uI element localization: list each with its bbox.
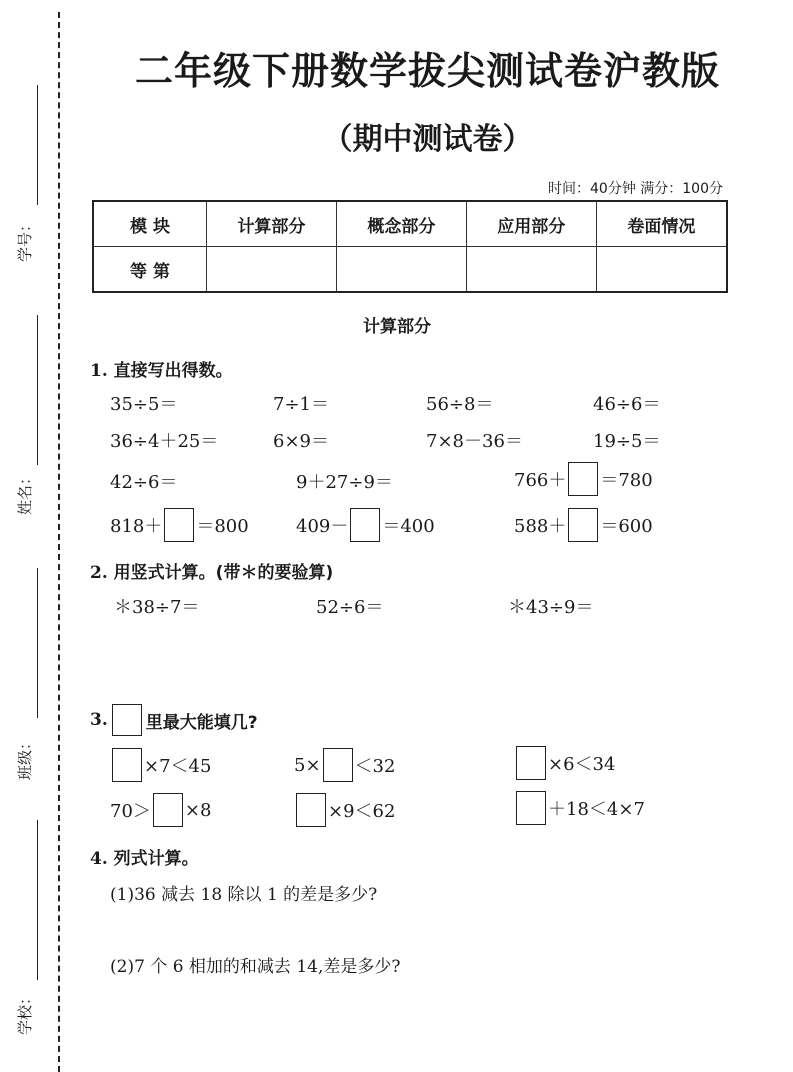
answer-box[interactable]	[516, 791, 546, 825]
binding-margin	[0, 0, 62, 1072]
q1-fill-problem	[110, 508, 249, 542]
answer-box[interactable]	[516, 746, 546, 780]
page-subtitle: （期中测试卷）	[322, 122, 533, 157]
name-label: 姓名：	[16, 469, 34, 515]
question-1-heading	[90, 356, 233, 381]
q4-subquestion-1: (1)36 减去 18 除以 1 的差是多少?	[110, 885, 378, 905]
q1-problem: 35÷5＝	[110, 394, 178, 415]
grade-cell-neatness[interactable]	[596, 247, 727, 293]
score-header-concept: 概念部分	[336, 201, 466, 247]
student-id-label: 学号：	[16, 216, 34, 262]
q1-fill-right: ＝400	[382, 516, 435, 537]
score-header-calc: 计算部分	[207, 201, 337, 247]
question-4-heading	[90, 844, 199, 869]
class-line[interactable]	[37, 568, 38, 718]
score-header-module: 模 块	[93, 201, 207, 247]
q1-fill-right: ＝800	[196, 516, 249, 537]
answer-box[interactable]	[568, 508, 598, 542]
question-3-number: 3.	[90, 710, 108, 730]
q1-problem: 6×9＝	[273, 431, 329, 452]
box-symbol	[112, 704, 142, 736]
answer-box[interactable]	[153, 793, 183, 827]
q3-problem	[514, 791, 645, 825]
q2-problem: 52÷6＝	[316, 597, 384, 618]
q1-problem: 19÷5＝	[593, 431, 661, 452]
school-line[interactable]	[37, 820, 38, 980]
name-line[interactable]	[37, 315, 38, 465]
q3-left: 5×	[294, 754, 321, 776]
time-score-info: 时间：40分钟 满分：100分	[548, 181, 723, 197]
question-2-heading	[90, 558, 333, 583]
q3-problem	[514, 746, 615, 780]
q2-problem: ＊43÷9＝	[508, 597, 594, 618]
score-table-grade-row	[93, 247, 727, 293]
page-title: 二年级下册数学拔尖测试卷沪教版	[134, 49, 720, 93]
q3-right: ×6＜34	[548, 754, 616, 775]
q1-fill-left: 409－	[296, 516, 349, 537]
q3-right: ×8	[184, 799, 212, 821]
score-table-header-row	[93, 201, 727, 247]
score-table	[92, 200, 728, 293]
class-label: 班级：	[16, 734, 34, 780]
q3-right: ×9＜62	[328, 801, 396, 822]
q3-right: ＋18＜4×7	[548, 799, 645, 820]
question-1-title: 直接写出得数。	[113, 361, 233, 381]
q1-fill-right: ＝600	[600, 516, 653, 537]
q1-problem: 42÷6＝	[110, 472, 178, 493]
q1-fill-problem	[514, 462, 653, 496]
q3-left: 70＞	[110, 801, 151, 822]
score-header-application: 应用部分	[466, 201, 596, 247]
grade-cell-calc[interactable]	[207, 247, 337, 293]
q3-problem	[110, 793, 211, 827]
question-2-number: 2.	[90, 563, 108, 583]
q1-problem: 56÷8＝	[426, 394, 494, 415]
q1-problem: 46÷6＝	[593, 394, 661, 415]
section-title: 计算部分	[363, 317, 431, 337]
answer-box[interactable]	[350, 508, 380, 542]
grade-cell-application[interactable]	[466, 247, 596, 293]
q3-problem	[294, 793, 395, 827]
student-id-line[interactable]	[37, 85, 38, 205]
q2-problem: ＊38÷7＝	[114, 597, 200, 618]
answer-box[interactable]	[568, 462, 598, 496]
grade-cell-concept[interactable]	[336, 247, 466, 293]
score-header-neatness: 卷面情况	[596, 201, 727, 247]
q1-fill-left: 818＋	[110, 516, 163, 537]
answer-box[interactable]	[296, 793, 326, 827]
cut-line	[58, 12, 60, 1072]
score-row-label: 等 第	[93, 247, 207, 293]
school-label: 学校：	[16, 989, 34, 1035]
answer-box[interactable]	[323, 748, 353, 782]
question-4-number: 4.	[90, 849, 108, 869]
q1-problem: 36÷4＋25＝	[110, 431, 219, 452]
question-2-title: 用竖式计算。(带＊的要验算)	[113, 563, 334, 583]
q1-fill-problem	[296, 508, 435, 542]
q1-problem: 7×8－36＝	[426, 431, 523, 452]
q1-fill-right: ＝780	[600, 470, 653, 491]
q1-problem: 7÷1＝	[273, 394, 329, 415]
q1-fill-problem	[514, 508, 653, 542]
answer-box[interactable]	[112, 748, 142, 782]
q3-right: ＜32	[354, 756, 396, 777]
question-4-title: 列式计算。	[113, 849, 199, 869]
question-3-title: 里最大能填几?	[145, 712, 258, 733]
q3-problem	[294, 748, 395, 782]
q1-fill-left: 766＋	[514, 470, 567, 491]
q4-subquestion-2: (2)7 个 6 相加的和减去 14,差是多少?	[110, 957, 401, 977]
q3-problem	[110, 748, 211, 782]
answer-box[interactable]	[164, 508, 194, 542]
question-1-number: 1.	[90, 361, 108, 381]
question-3-heading	[90, 704, 258, 736]
q1-fill-left: 588＋	[514, 516, 567, 537]
q1-problem: 9＋27÷9＝	[296, 472, 393, 493]
q3-right: ×7＜45	[144, 756, 212, 777]
